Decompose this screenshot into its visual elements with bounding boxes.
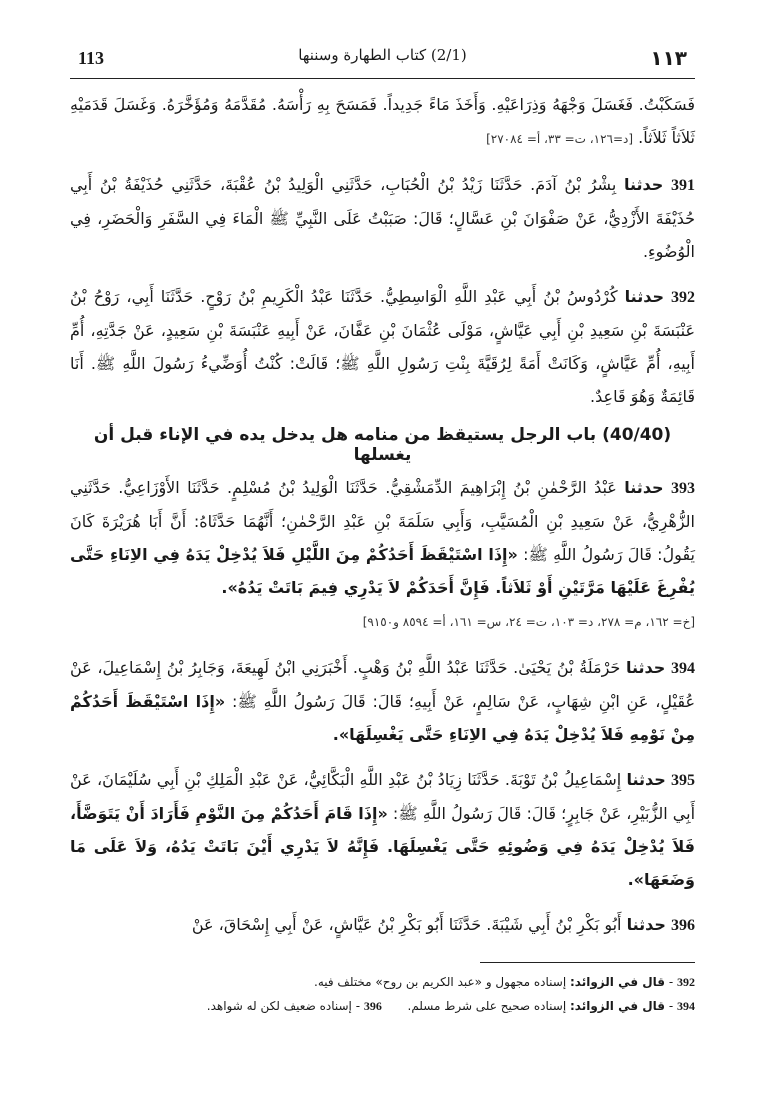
page-number-latin: 113 — [78, 48, 105, 68]
footnote-text: إسناده مجهول و «عبد الكريم بن روح» مختلف فيه. — [314, 975, 567, 989]
hadith-number: 391 — [671, 177, 696, 194]
paragraph-text: فَسَكَبْتُ. فَغَسَلَ وَجْهَهُ وَذِرَاعَيْهِ. وَأَخَذَ مَاءً جَدِيداً. فَمَسَحَ بِهِ رَأْسَهُ. مُقَدَّمَهُ وَمُؤَخَّرَهُ. وَغَسَلَ قَدَمَيْهِ ثَلاَثاً ثَلاَثاً. — [70, 95, 695, 147]
chapter-heading: (40/40) باب الرجل يستيقظ من منامه هل يدخل يده في الإناء قبل أن يغسلها — [93, 425, 672, 465]
hadith-number: 396 — [671, 917, 695, 934]
prophetic-quote: «إِذَا اسْتَيْقَظَ أَحَدُكُمْ مِنْ نَوْمِهِ فَلاَ يُدْخِلْ يَدَهُ فِي الاِنَاءِ حَتَّى يَغْسِلَهَا». — [70, 692, 695, 744]
footnote-392: 392 - قال في الزوائد: إسناده مجهول و «عبد الكريم بن روح» مختلف فيه. — [314, 975, 695, 989]
hadith-lead: حدثنا — [626, 915, 666, 934]
footnote-rule — [480, 962, 695, 963]
paragraph-continuation — [70, 88, 695, 156]
footnotes — [70, 970, 695, 1018]
hadith-number: 395 — [671, 772, 695, 789]
hadith-number: 392 — [670, 289, 695, 306]
prophetic-quote: «إِذَا اسْتَيْقَظَ أَحَدُكُمْ مِنَ اللَّيْلِ فَلاَ يُدْخِلْ يَدَهُ فِي الاِنَاءِ حَتَّى يُفْرِغَ عَلَيْهَا مَرَّتَيْنِ أَوْ ثَلاَثاً. فَإِنَّ أَحَدَكُمْ لاَ يَدْرِي فِيمَ بَاتَتْ يَدُهُ». — [70, 545, 695, 597]
footnote-label: قال في الزوائد: — [570, 999, 666, 1013]
hadith-393 — [70, 471, 695, 639]
hadith-text: بِشْرُ بْنُ آدَمَ. حَدَّثَنَا زَيْدُ بْنُ الْحُبَابِ، حَدَّثَنِي الْوَلِيدُ بْنُ عُقْبَةَ، حَدَّثَنِي حُذَيْفَةُ بْنُ أَبِي حُذَيْفَةَ الأَزْدِيُّ، عَنْ صَفْوَانَ بْنِ عَسَّالٍ؛ قَالَ: صَبَبْتُ عَلَى النَّبِيِّ ﷺ الْمَاءَ فِي السَّفَرِ وَالْحَضَرِ، فِي الْوُضُوءِ. — [70, 175, 695, 261]
hadith-text: عَبْدُ الرَّحْمٰنِ بْنُ إِبْرَاهِيمَ الدِّمَشْقِيُّ. حَدَّثَنَا الْوَلِيدُ بْنُ مُسْلِمٍ. حَدَّثَنَا الأَوْزَاعِيُّ. حَدَّثَنِي الزُّهْرِيُّ، عَنْ سَعِيدِ بْنِ الْمُسَيَّبِ، وَأَبِي سَلَمَةَ بْنِ عَبْدِ الرَّحْمٰنِ؛ أَنَّهُمَا حَدَّثَاهُ: أَنَّ أَبَا هُرَيْرَةَ كَانَ يَقُولُ: قَالَ رَسُولُ اللَّهِ ﷺ: — [70, 478, 695, 564]
footnote-number: 392 — [677, 975, 695, 989]
running-title: (2/1) كتاب الطهارة وسننها — [298, 46, 467, 64]
footnote-label: قال في الزوائد: — [570, 975, 666, 989]
footnote-number: 394 — [677, 999, 695, 1013]
hadith-395 — [70, 763, 695, 896]
footnote-text: إسناده صحيح على شرط مسلم. — [407, 999, 567, 1013]
hadith-392 — [70, 280, 695, 413]
hadith-lead: حدثنا — [626, 658, 666, 677]
hadith-text: حَرْمَلَةُ بْنُ يَحْيَىٰ. حَدَّثَنَا عَبْدُ اللَّهِ بْنُ وَهْبٍ. أَخْبَرَنِي ابْنُ لَهِيعَةَ، وَجَابِرُ بْنُ إِسْمَاعِيلَ، عَنْ عُقَيْلٍ، عَنِ ابْنِ شِهَابٍ، عَنْ سَالِمٍ، عَنْ أَبِيهِ؛ قَالَ: قَالَ رَسُولُ اللَّهِ ﷺ: — [70, 658, 695, 711]
header-rule — [70, 78, 695, 79]
hadith-lead: حدثنا — [623, 175, 664, 194]
hadith-text: أَبُو بَكْرِ بْنُ أَبِي شَيْبَةَ. حَدَّثَنَا أَبُو بَكْرِ بْنُ عَيَّاشٍ، عَنْ أَبِي إِسْحَاقَ، عَنْ — [191, 915, 622, 934]
footnote-number: 396 — [363, 999, 382, 1013]
page-header — [70, 40, 695, 70]
hadith-lead: حدثنا — [624, 478, 664, 497]
hadith-reference: [د=١٢٦، ت= ٣٣، أ= ٢٧٠٨٤] — [486, 132, 634, 146]
hadith-391 — [70, 168, 695, 268]
hadith-reference: [خ= ١٦٢، م= ٢٧٨، د= ١٠٣، ت= ٢٤، س= ١٦١، أ= ٨٥٩٤ و٩١٥٠] — [362, 615, 695, 629]
page-number-arabic: ١١٣ — [650, 46, 687, 70]
hadith-number: 394 — [671, 660, 695, 677]
hadith-text: إِسْمَاعِيلُ بْنُ تَوْبَةَ. حَدَّثَنَا زِيَادُ بْنُ عَبْدِ اللَّهِ الْبَكَّائِيُّ، عَنْ عَبْدِ الْمَلِكِ بْنِ أَبِي سُلَيْمَانَ، عَنْ أَبِي الزُّبَيْرِ، عَنْ جَابِرٍ؛ قَالَ: قَالَ رَسُولُ اللَّهِ ﷺ: — [70, 770, 696, 823]
footnote-text: إسناده ضعيف لكن له شواهد. — [206, 999, 352, 1013]
hadith-lead: حدثنا — [624, 287, 664, 306]
main-text — [70, 88, 695, 954]
hadith-number: 393 — [671, 480, 695, 497]
hadith-394 — [70, 651, 695, 751]
hadith-text: كُرْدُوسُ بْنُ أَبِي عَبْدِ اللَّهِ الْوَاسِطِيُّ. حَدَّثَنَا عَبْدُ الْكَرِيمِ بْنُ رَوْحٍ. حَدَّثَنَا أَبِي، رَوْحُ بْنُ عَنْبَسَةَ بْنِ سَعِيدِ بْنِ أَبِي عَيَّاشٍ، مَوْلَى عُثْمَانَ بْنِ عَفَّانَ، عَنْ أَبِيهِ عَنْبَسَةَ بْنِ سَعِيدٍ، عَنْ جَدَّتِهِ، أُمِّ أَبِيهِ، أُمِّ عَيَّاشٍ، وَكَانَتْ أَمَةً لِرُقَيَّةَ بِنْتِ رَسُولِ اللَّهِ ﷺ؛ قَالَتْ: كُنْتُ أُوَضِّيءُ رَسُولَ اللَّهِ ﷺ. أَنَا قَائِمَةٌ وَهُوَ قَاعِدٌ. — [70, 287, 695, 406]
prophetic-quote: «إِذَا قَامَ أَحَدُكُمْ مِنَ النَّوْمِ فَأَرَادَ أَنْ يَتَوَضَّأَ، فَلاَ يُدْخِلْ يَدَهُ فِي وَضُوئِهِ حَتَّى يَغْسِلَهَا. فَإِنَّهُ لاَ يَدْرِي أَيْنَ بَاتَتْ يَدُهُ، وَلاَ عَلَى مَا وَضَعَهَا». — [70, 804, 695, 889]
hadith-lead: حدثنا — [626, 770, 666, 789]
footnote-394-396: 394 - قال في الزوائد: إسناده صحيح على شرط مسلم. 396 - إسناده ضعيف لكن له شواهد. — [206, 999, 695, 1013]
hadith-396 — [70, 908, 695, 942]
